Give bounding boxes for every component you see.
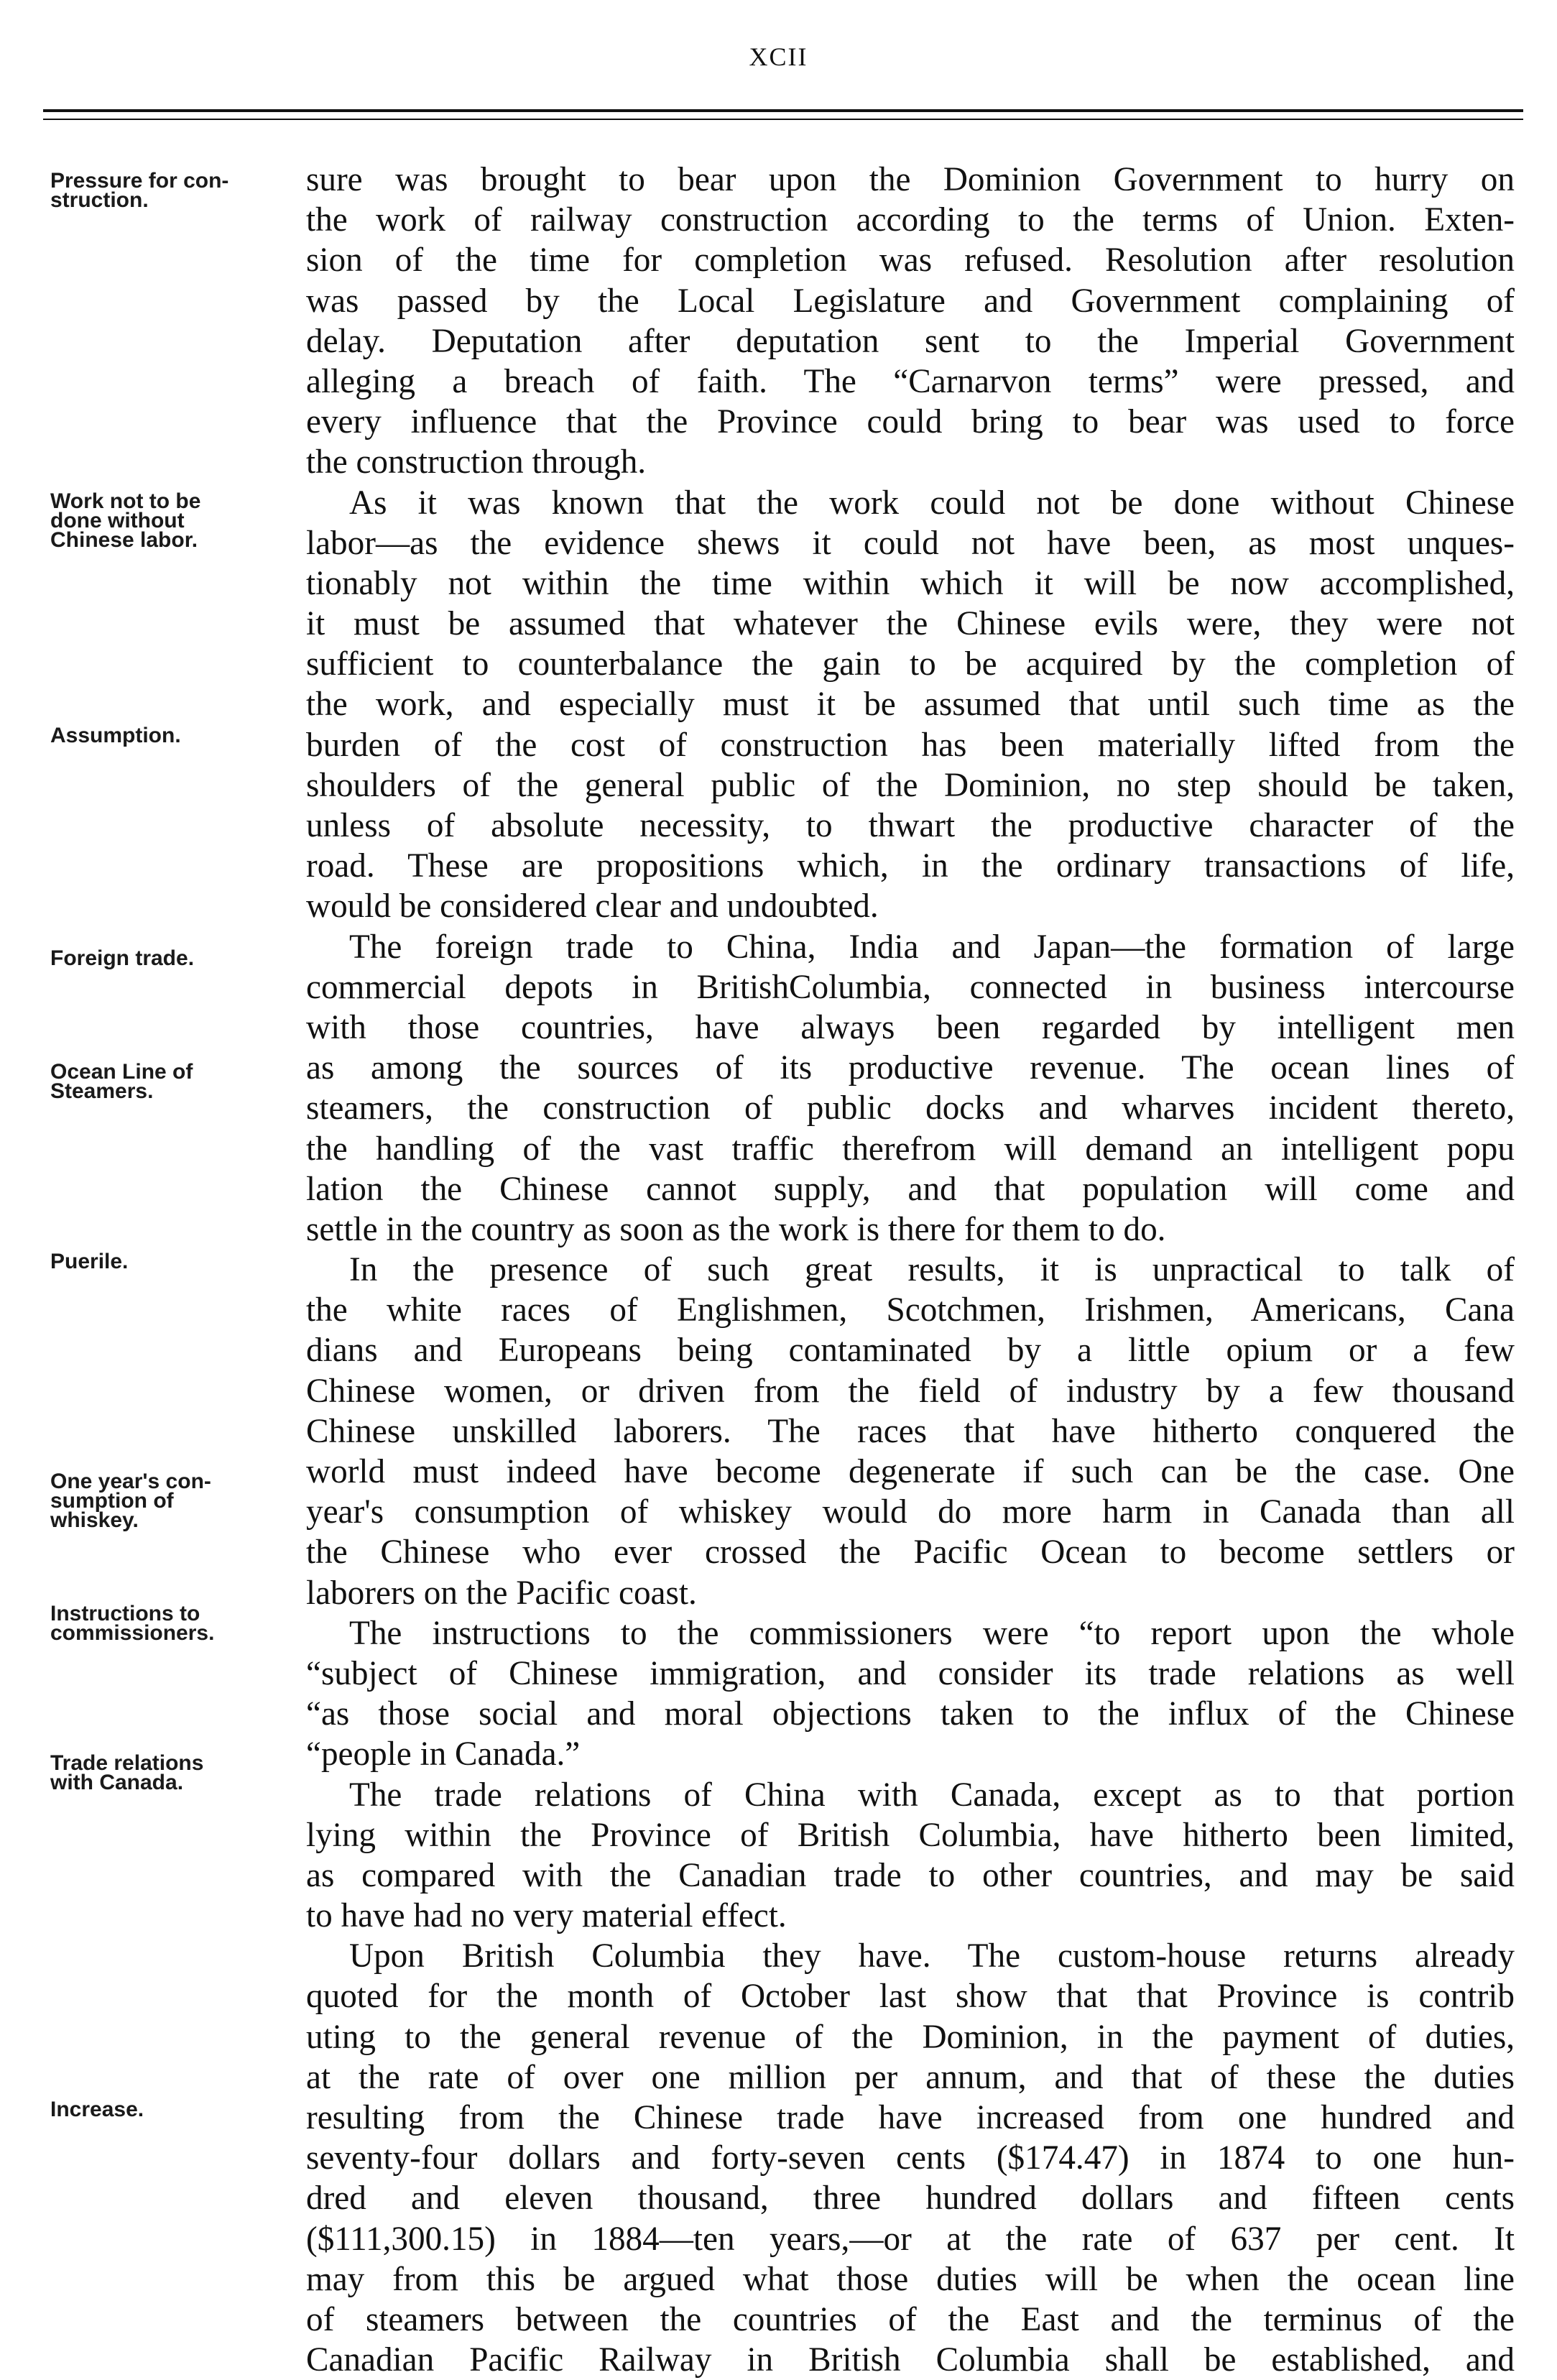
body-line: In the presence of such great results, it is unpractical to talk of [349, 1251, 1515, 1289]
margin-note-puerile: Puerile. [50, 1250, 129, 1273]
body-line: Chinese unskilled laborers. The races that have hitherto conquered the [306, 1412, 1515, 1450]
header-rule-thick [43, 109, 1523, 112]
body-line: every influence that the Province could bring to bear was used to force [306, 403, 1515, 441]
body-line: the work, and especially must it be assumed that until such time as the [306, 686, 1515, 724]
body-line: the handling of the vast traffic therefrom will demand an intelligent popu [306, 1130, 1515, 1168]
body-line: ($111,300.15) in 1884—ten years,—or at the rate of 637 per cent. It [306, 2220, 1515, 2258]
body-line: “people in Canada.” [306, 1735, 581, 1774]
body-line: uting to the general revenue of the Dominion, in the payment of duties, [306, 2018, 1515, 2056]
body-line: was passed by the Local Legislature and Government complaining of [306, 282, 1515, 320]
body-line: with those countries, have always been regarded by intelligent men [306, 1008, 1515, 1046]
body-line: tionably not within the time within which it will be now accomplished, [306, 564, 1515, 602]
body-line: may from this be argued what those duties will be when the ocean line [306, 2260, 1515, 2298]
margin-note-instructions: Instructions to commissioners. [50, 1602, 215, 1645]
body-text [306, 160, 1515, 2380]
body-line: quoted for the month of October last show that that Province is contrib [306, 1978, 1515, 2016]
body-line: to have had no very material effect. [306, 1897, 787, 1935]
header-rule-thin [43, 119, 1523, 120]
body-line: The instructions to the commissioners were “to report upon the whole [349, 1614, 1515, 1652]
body-line: the white races of Englishmen, Scotchmen, Irishmen, Americans, Cana [306, 1291, 1515, 1329]
body-line: The trade relations of China with Canada, except as to that portion [349, 1776, 1515, 1814]
body-line: of steamers between the countries of the East and the terminus of the [306, 2300, 1515, 2338]
body-line: at the rate of over one million per annum, and that of these the duties [306, 2058, 1515, 2096]
body-line: Canadian Pacific Railway in British Columbia shall be established, and [306, 2341, 1515, 2379]
body-line: as among the sources of its productive revenue. The ocean lines of [306, 1049, 1515, 1087]
body-line: world must indeed have become degenerate if such can be the case. One [306, 1453, 1515, 1490]
body-line: dians and Europeans being contaminated by a little opium or a few [306, 1332, 1515, 1370]
body-line: the construction through. [306, 443, 647, 481]
body-line: road. These are propositions which, in the ordinary transactions of life, [306, 847, 1515, 885]
body-line: lying within the Province of British Columbia, have hitherto been limited, [306, 1816, 1515, 1854]
body-line: “as those social and moral objections taken to the influx of the Chinese [306, 1695, 1515, 1733]
margin-note-whiskey: One year's con- sumption of whiskey. [50, 1470, 211, 1532]
body-line: the work of railway construction according to the terms of Union. Exten- [306, 201, 1515, 239]
body-line: dred and eleven thousand, three hundred dollars and fifteen cents [306, 2180, 1515, 2218]
body-line: steamers, the construction of public docks and wharves incident thereto, [306, 1089, 1515, 1127]
body-line: labor—as the evidence shews it could not have been, as most unques- [306, 524, 1515, 562]
body-line: delay. Deputation after deputation sent to the Imperial Government [306, 322, 1515, 360]
body-line: “subject of Chinese immigration, and consider its trade relations as well [306, 1654, 1515, 1692]
body-line: As it was known that the work could not be done without Chinese [349, 484, 1515, 522]
margin-note-increase: Increase. [50, 2098, 144, 2121]
body-line: laborers on the Pacific coast. [306, 1574, 697, 1612]
body-line: the Chinese who ever crossed the Pacific Ocean to become settlers or [306, 1533, 1515, 1572]
body-line: resulting from the Chinese trade have increased from one hundred and [306, 2099, 1515, 2136]
body-line: shoulders of the general public of the Dominion, no step should be taken, [306, 766, 1515, 804]
margin-note-chinese-labor: Work not to be done without Chinese labor. [50, 489, 201, 552]
body-line: seventy-four dollars and forty-seven cents ($174.47) in 1874 to one hun- [306, 2139, 1515, 2177]
body-line: burden of the cost of construction has been materially lifted from the [306, 726, 1515, 764]
body-line: commercial depots in BritishColumbia, connected in business intercourse [306, 968, 1515, 1006]
body-line: Upon British Columbia they have. The custom-house returns already [349, 1937, 1515, 1975]
margin-note-assumption: Assumption. [50, 724, 181, 747]
margin-note-trade-relations: Trade relations with Canada. [50, 1751, 204, 1794]
body-line: year's consumption of whiskey would do more harm in Canada than all [306, 1493, 1515, 1531]
margin-note-pressure: Pressure for con- struction. [50, 169, 229, 212]
body-line: alleging a breach of faith. The “Carnarvon terms” were pressed, and [306, 362, 1515, 400]
body-line: lation the Chinese cannot supply, and that population will come and [306, 1170, 1515, 1208]
body-line: sion of the time for completion was refused. Resolution after resolution [306, 241, 1515, 280]
body-line: sure was brought to bear upon the Dominion Government to hurry on [306, 161, 1515, 198]
body-line: sufficient to counterbalance the gain to be acquired by the completion of [306, 645, 1515, 683]
margin-note-foreign-trade: Foreign trade. [50, 946, 195, 970]
body-line: The foreign trade to China, India and Japan—the formation of large [349, 928, 1515, 966]
body-line: Chinese women, or driven from the field of industry by a few thousand [306, 1372, 1515, 1410]
body-line: unless of absolute necessity, to thwart the productive character of the [306, 807, 1515, 844]
margin-note-ocean-line: Ocean Line of Steamers. [50, 1060, 193, 1103]
body-line: settle in the country as soon as the work is there for them to do. [306, 1210, 1166, 1248]
body-line: would be considered clear and undoubted. [306, 887, 879, 926]
body-line: as compared with the Canadian trade to other countries, and may be said [306, 1856, 1515, 1894]
body-line: it must be assumed that whatever the Chinese evils were, they were not [306, 605, 1515, 643]
page-number: XCII [749, 42, 808, 71]
